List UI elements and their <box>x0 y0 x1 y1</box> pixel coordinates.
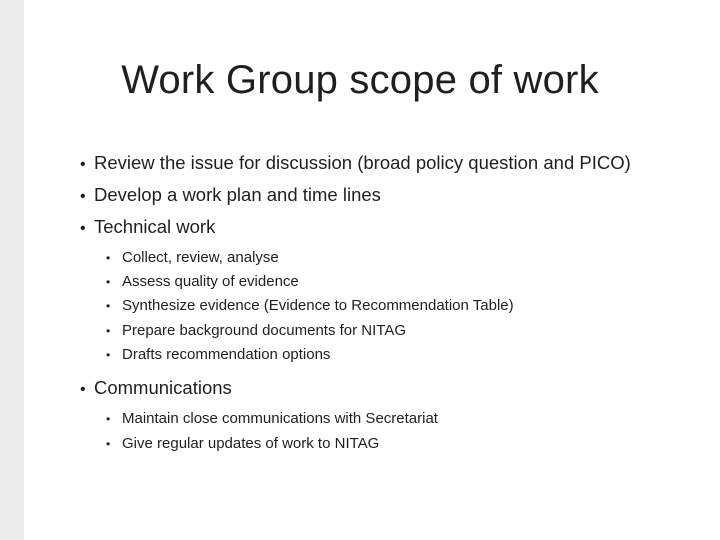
bullet-text: Review the issue for discussion (broad policy question and PICO) <box>94 152 631 173</box>
sub-bullet-text: Collect, review, analyse <box>122 249 279 266</box>
sub-bullet-item <box>106 246 720 270</box>
sub-bullet-icon: • <box>106 299 111 314</box>
sub-bullet-item <box>106 319 720 343</box>
sub-bullet-text: Maintain close communications with Secretariat <box>122 410 438 428</box>
slide-title: Work Group scope of work <box>121 58 599 102</box>
sub-bullet-item <box>106 270 720 294</box>
bullet-text: Communications <box>94 377 232 399</box>
sub-bullet-list <box>106 407 720 456</box>
slide-canvas <box>24 0 720 540</box>
sub-bullet-icon: • <box>106 251 111 265</box>
sub-bullet-icon: • <box>106 347 111 362</box>
bullet-icon: • <box>80 156 86 173</box>
sub-bullet-text: Drafts recommendation options <box>122 345 331 363</box>
sub-bullet-text: Give regular updates of work to NITAG <box>122 434 380 452</box>
bullet-icon: • <box>80 220 86 237</box>
sub-bullet-list <box>106 246 720 367</box>
sub-bullet-item <box>106 407 720 432</box>
bullet-text: Develop a work plan and time lines <box>94 184 381 205</box>
sub-bullet-icon: • <box>106 436 111 451</box>
bullet-item <box>80 180 720 212</box>
bullet-text: Technical work <box>94 216 216 237</box>
bullet-item <box>80 373 720 405</box>
sub-bullet-icon: • <box>106 275 111 290</box>
sub-bullet-item <box>106 432 720 457</box>
bullet-list <box>80 148 720 462</box>
sub-bullet-icon: • <box>106 323 111 338</box>
sub-bullet-text: Prepare background documents for NITAG <box>122 321 407 339</box>
sub-bullet-text: Assess quality of evidence <box>122 273 299 291</box>
bullet-icon: • <box>80 381 86 399</box>
bullet-item <box>80 212 720 244</box>
sub-bullet-item <box>106 343 720 367</box>
sub-bullet-item <box>106 294 720 318</box>
sub-bullet-text: Synthesize evidence (Evidence to Recommendation Table) <box>122 297 514 315</box>
bullet-icon: • <box>80 188 86 205</box>
bullet-item <box>80 148 720 180</box>
sub-bullet-icon: • <box>106 412 111 427</box>
